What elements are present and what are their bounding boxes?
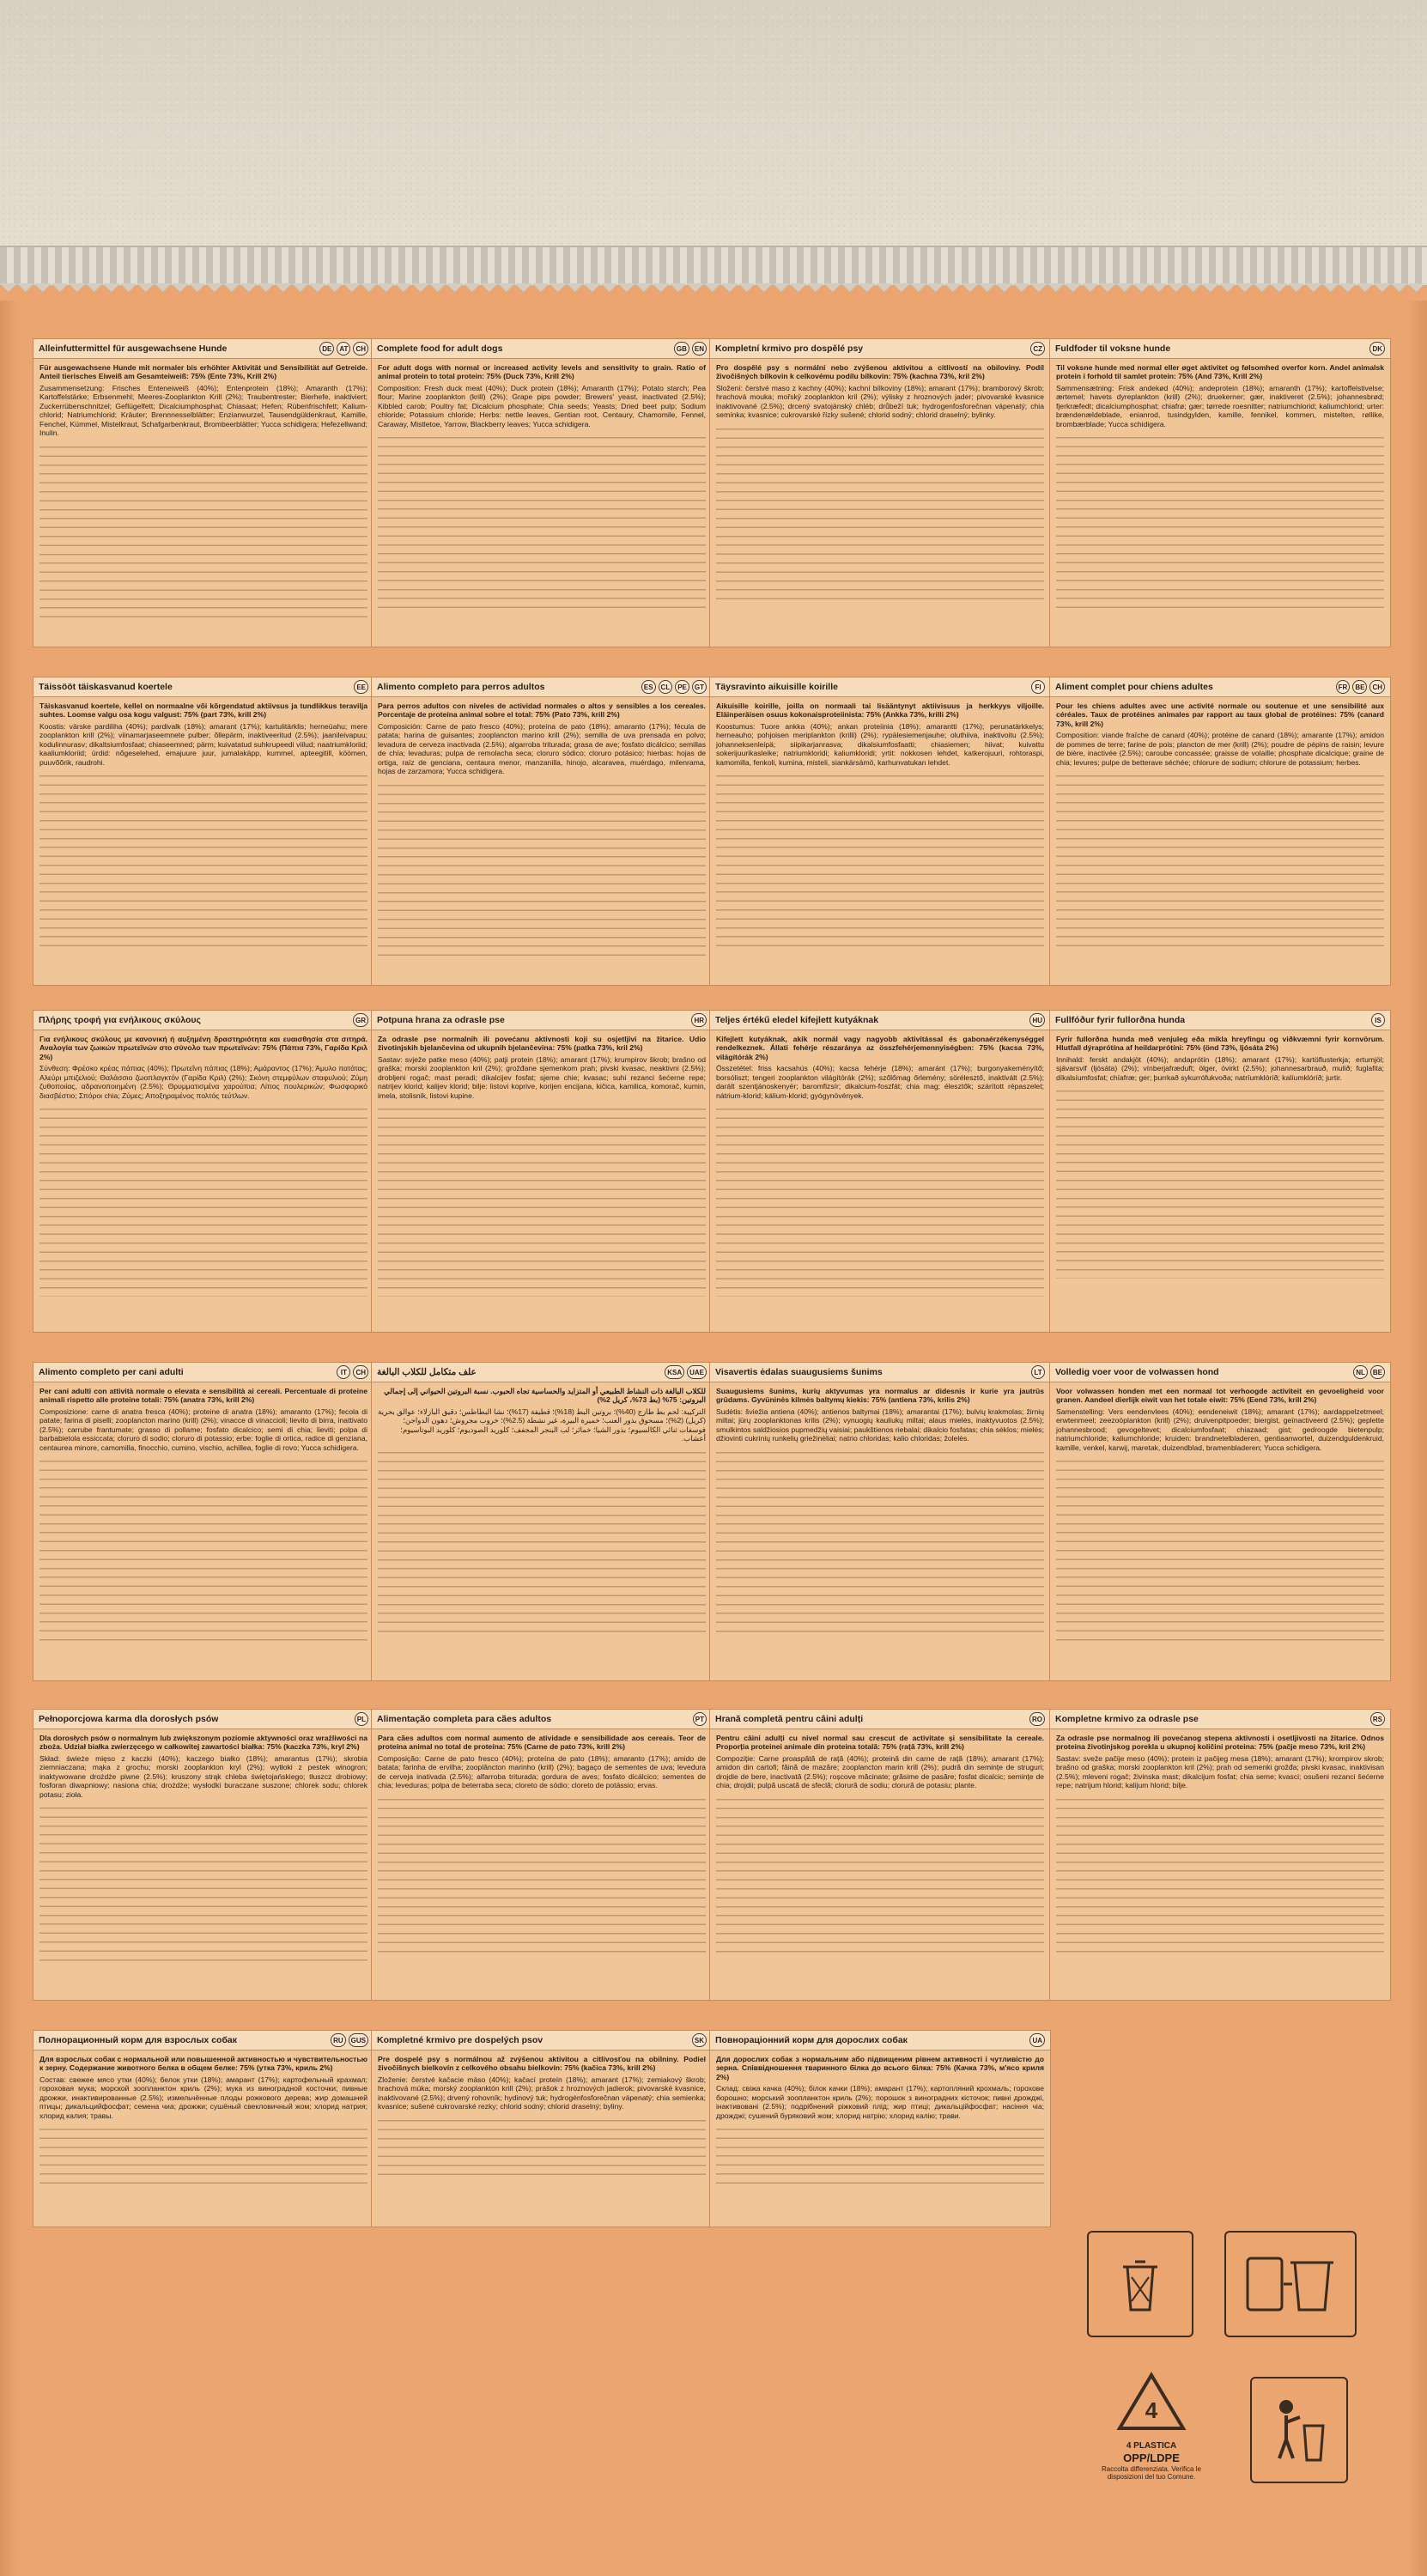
panel-header — [33, 1011, 373, 1030]
label-panel — [371, 1709, 713, 2001]
country-badges — [1029, 1712, 1045, 1726]
panel-fine-print — [1056, 769, 1384, 950]
panel-body — [710, 1729, 1050, 1960]
panel-lead-text: Za odrasle pse normalnih ili povećanu aktivnosti koji su osjetljivi na žitarice. Udio životinjskih bjelančevina od ukupnih bjelančevina: 75% (patka 73%, kril 2%) — [378, 1035, 706, 1053]
panel-title: Kompletne krmivo za odrasle pse — [1055, 1714, 1199, 1724]
panel-fine-print — [716, 1446, 1044, 1637]
panel-title: علف متكامل للكلاب البالغة — [377, 1367, 477, 1377]
panel-composition-text: Σύνθεση: Φρέσκο κρέας πάπιας (40%); Πρωτεΐνη πάπιας (18%); Αμάραντος (17%); Άμυλο πατάτας; Αλεύρι μπιζελιού; Θαλάσσιο ζωοπλαγκτόν (Γαρίδα Κριλ) (2%); Σκόνη στεμφύλων σταφυλιού; Ζύμη ζυθοποιίας, αδρανοποιημένη (2.5%); Θρυμματισμένα χαρούπια; Λίπος πουλερικών; Φωσφορικό διασβέστιο; Σπόροι chia; Ζύμες; Αποξηραμένος πολτός τεύτλων. — [39, 1064, 367, 1100]
panel-composition-text: Composição: Carne de pato fresco (40%); proteína de pato (18%); amaranto (17%); amido de batata; farinha de ervilha; zooplâncton marinho (krill) (2%); bagaço de sementes de uva; levedura de cerveja inativada (2.5%); alfarroba triturada; gordura de aves; fosfato dicálcico; sementes de chia; leveduras; polpa de beterraba seca; cloreto de sódio; cloreto de potássio; ervas. — [378, 1753, 706, 1790]
panel-title: Pełnoporcjowa karma dla dorosłych psów — [39, 1714, 219, 1724]
panel-fine-print — [378, 431, 706, 611]
panel-composition-text: التركيبة: لحم بط طازج (40%)؛ بروتين البط (18%)؛ قطيفة (17%)؛ نشا البطاطس؛ دقيق البازلاء؛ عوالق بحرية (كريل) (2%)؛ مسحوق بذور العنب؛ خميرة البيرة، غير نشطة (2.5%)؛ خروب مجروش؛ دهون الدواجن؛ فوسفات ثنائي الكالسيوم؛ بذور الشيا؛ خمائر؛ لب البنجر المجفف؛ كلوريد الصوديوم؛ كلوريد البوتاسيوم؛ أعشاب. — [378, 1406, 706, 1443]
country-badges — [1353, 1365, 1385, 1379]
country-badge: GUS — [349, 2033, 368, 2047]
recycling-symbols-area — [1053, 2196, 1396, 2540]
bag-heat-seal — [0, 246, 1427, 287]
panel-composition-text: Zloženie: čerstvé kačacie mäso (40%); kačací proteín (18%); amarant (17%); zemiakový škrob; hrachová múka; morský zooplanktón krill (2%); prášok z hroznových jadierok; pivovarské kvasnice, inaktivované (2.5%); drvený rohovník; hydinový tuk; hydrogénfosforečnan vápenatý; chia semienka; kvasnice; sušené cukrovarské rezky; chlorid sodný; chlorid draselný; byliny. — [378, 2075, 706, 2111]
panel-body — [710, 1030, 1050, 1301]
panel-title: Alimento completo para perros adultos — [377, 682, 545, 692]
country-badge: LT — [1031, 1365, 1045, 1379]
label-panel — [33, 1362, 374, 1681]
country-badge: EE — [354, 680, 368, 694]
country-badge: CH — [1369, 680, 1385, 694]
label-panel — [33, 1709, 374, 2001]
panel-body — [33, 1030, 373, 1301]
country-badges — [674, 342, 707, 355]
panel-composition-text: Склад: свіжа качка (40%); білок качки (18%); амарант (17%); картопляний крохмаль; горохове борошно; морський зоопланктон криль (2%); порошок з виноградних кісточок; пивні дрожджі, інактивовані (2.5%); подрібнений ріжковий плід; жир птиці; дикальційфосфат; насіння чіа; дрожджі; сушений буряковий жом; хлорид натрію; хлорид калію; трави. — [716, 2084, 1044, 2120]
panel-body — [1050, 359, 1390, 616]
bag-top-cardboard — [0, 0, 1427, 258]
panel-lead-text: Für ausgewachsene Hunde mit normaler bis erhöhter Aktivität und Sensibilität auf Getreide. Anteil tierisches Eiweiß am Gesamteiweiß: 75% (Ente 73%, Krill 2%) — [39, 363, 367, 381]
panel-fine-print — [716, 1103, 1044, 1297]
panel-composition-text: Composizione: carne di anatra fresca (40%); proteine di anatra (18%); amaranto (17%); fecola di patate; farina di piselli; zooplancton marino (krill) (2%); vinacce di vinaccioli; lievito di birra, inattivato (2.5%); carrube frantumate; grasso di pollame; fosfato dicalcico; semi di chia; lieviti; polpa di barbabietola essiccata; cloruro di sodio; cloruro di potassio; erbe: foglie di ortica, radice di genziana, centaurea minore, camomilla, finocchio, cumino, vischio, achillea, foglie di rovo; Yucca schidigera. — [39, 1406, 367, 1452]
plastic-material: OPP/LDPE — [1123, 2451, 1180, 2464]
panel-title: Kompletní krmivo pro dospělé psy — [715, 343, 864, 354]
plastic-note: Raccolta differenziata. Verifica le disposizioni del tuo Comune. — [1102, 2464, 1201, 2482]
panel-composition-text: Skład: świeże mięso z kaczki (40%); kaczego białko (18%); amarantus (17%); skrobia ziemniaczana; mąka z grochu; morski zooplankton kryl (2%); wytłoki z pestek winogron; inaktywowane drożdże piwne (2.5%); kruszony strąk chleba świętojańskiego; tłuszcz drobiowy; fosforan diwapniowy; nasiona chia; drożdże; wysłodki buraczane suszone; chlorek sodu; chlorek potasu; zioła. — [39, 1753, 367, 1799]
country-badges — [692, 2033, 707, 2047]
country-badges — [355, 1712, 368, 1726]
bag-left-edge — [0, 301, 19, 2576]
label-panel — [1049, 1709, 1391, 2001]
panel-lead-text: Fyrir fullorðna hunda með venjuleg eða mikla hreyfingu og viðkvæmni fyrir kornvörum. Hlutfall dýraprótína af heildarprótíni: 75% (önd 73%, ljósáta 2%) — [1056, 1035, 1384, 1053]
country-badge: GB — [674, 342, 689, 355]
panel-fine-print — [378, 1446, 706, 1637]
panel-composition-text: Compoziție: Carne proaspătă de rață (40%); proteină din carne de rață (18%); amarant (17%); amidon din cartofi; făină de mazăre; zooplancton marin krill (2%); pudră din semințe de struguri; drojdie de bere, inactivată (2.5%); roșcove măcinate; grăsime de pasăre; fosfat dicalcic; semințe de chia; drojdii; pulpă uscată de sfeclă; clorură de sodiu; clorură de potasiu; plante. — [716, 1753, 1044, 1790]
panel-header — [710, 339, 1050, 359]
panel-composition-text: Composition: Fresh duck meat (40%); Duck protein (18%); Amaranth (17%); Potato starch; Pea flour; Marine zooplankton (krill) (2%); Grape pips powder; Brewers' yeast, inactivated (2.5%); Kibbled carob; Poultry fat; Dicalcium phosphate; Chia seeds; Yeasts; Dried beet pulp; Sodium chloride; Potassium chloride; Herbs: nettle leaves, Gentian root, Centaury, Chamomile, Fennel, Caraway, Mistletoe, Yarrow, Blackberry leaves; Yucca schidigera. — [378, 383, 706, 428]
country-badges — [1370, 1712, 1385, 1726]
panel-lead-text: Til voksne hunde med normal eller øget aktivitet og følsomhed overfor korn. Andel animalsk protein i forhold til samlet protein: 75% (And 73%, Krill 2%) — [1056, 363, 1384, 381]
panel-body — [710, 359, 1050, 607]
panel-lead-text: Per cani adulti con attività normale o elevata e sensibilità ai cereali. Percentuale di proteine animali rispetto alle proteine totali: 75% (anatra 73%, krill 2%) — [39, 1387, 367, 1405]
panel-body — [372, 1729, 712, 1960]
country-badge: ES — [641, 680, 656, 694]
panel-body — [1050, 697, 1390, 954]
country-badges — [319, 342, 368, 355]
panel-header — [710, 2031, 1050, 2050]
panel-fine-print — [716, 1793, 1044, 1956]
country-badge: AT — [337, 342, 350, 355]
country-badge: IT — [337, 1365, 350, 1379]
panel-body — [372, 359, 712, 616]
country-badge: FR — [1336, 680, 1351, 694]
label-panel — [709, 338, 1051, 647]
country-badge: UA — [1029, 2033, 1045, 2047]
panel-header — [372, 1710, 712, 1729]
panel-body — [33, 697, 373, 954]
panel-fine-print — [378, 1793, 706, 1956]
country-badges — [1031, 680, 1045, 694]
panel-title: Potpuna hrana za odrasle pse — [377, 1015, 505, 1025]
panel-composition-text: Samenstelling: Vers eendenvlees (40%); eendeneiwit (18%); amarant (17%); aardappelzetmeel; erwtenmeel; zeezoöplankton (krill) (2%); druivenpitpoeder; biergist, geïnactiveerd (2.5%); geplette johannesbrood; gevogeltevet; dicalciumfosfaat; chiazaad; gist; gedroogde bietenpulp; natriumchloride; kaliumchloride; kruiden: brandnetelbladeren, gentiaanwortel, duizendguldenkruid, kamille, venkel, karwij, maretak, duizendblad, bramenbladeren; Yucca schidigera. — [1056, 1406, 1384, 1452]
panel-header — [710, 1710, 1050, 1729]
panel-lead-text: For adult dogs with normal or increased activity levels and sensitivity to grain. Ratio of animal protein to total protein: 75% (Duck 73%, Krill 2%) — [378, 363, 706, 381]
panel-header — [1050, 1710, 1390, 1729]
panel-header — [372, 1363, 712, 1382]
label-panel — [709, 677, 1051, 986]
country-badge: NL — [1353, 1365, 1368, 1379]
panel-title: Alimentação completa para cães adultos — [377, 1714, 552, 1724]
panel-composition-text: Složení: čerstvé maso z kachny (40%); kachní bílkoviny (18%); amarant (17%); bramborový škrob; hrachová mouka; mořský zooplankton kril (2%); výlisky z hroznových jader; pivovarské kvasnice inaktivované (2.5%); drcený svatojánský chléb; drůbeží tuk; hydrogenfosforečnan vápenatý; chia semínka; kvasnice; cukrovarské řízky sušené; chlorid sodný; chlorid draselný; bylinky. — [716, 383, 1044, 420]
panel-lead-text: Aikuisille koirille, joilla on normaali tai lisääntynyt aktiivisuus ja herkkyys viljoille. Eläinperäisen osuus kokonaisproteiinista: 75% (Ankka 73%, krilli 2%) — [716, 702, 1044, 720]
country-badge: BE — [1352, 680, 1367, 694]
country-badge: HR — [691, 1013, 707, 1027]
panel-header — [372, 677, 712, 697]
panel-composition-text: Koostis: värske pardiliha (40%); pardivalk (18%); amarant (17%); kartulitärklis; herneüahu; mere zooplankton krill (2%); viinamarjaseemnete pulber; õllepärm, inaktiveeritud (2.5%); jaanileivapuu; kodulinnurasv; dikaltsiumfosfaat; chiaseemned; pärm; kuivatatud suhkrupeedi viilud; naatriumkloriid; kaaliumkloriid; ürdid: nõgeselehed, emajuure juur, jumalakäpp, kummel, apteegitill, köömen, puuvõõrik, raudrohi. — [39, 721, 367, 767]
panel-fine-print — [39, 769, 367, 950]
panel-header — [1050, 339, 1390, 359]
label-panel — [371, 338, 713, 647]
panel-lead-text: للكلاب البالغة ذات النشاط الطبيعي أو المتزايد والحساسية تجاه الحبوب. نسبة البروتين الحيواني إلى إجمالي البروتين: 75% (بط 73%، كريل 2%) — [384, 1387, 706, 1405]
panel-title: Teljes értékű eledel kifejlett kutyáknak — [715, 1015, 879, 1025]
panel-fine-print — [378, 2114, 706, 2183]
panel-fine-print — [1056, 1084, 1384, 1279]
panel-body — [372, 1382, 712, 1641]
panel-header — [372, 2031, 712, 2050]
bag-seal-edge — [0, 283, 1427, 301]
panel-title: Täysravinto aikuisille koirille — [715, 682, 838, 692]
panel-header — [710, 677, 1050, 697]
label-panel — [371, 677, 713, 986]
label-panel — [33, 1010, 374, 1333]
label-panel — [371, 1010, 713, 1333]
label-panel — [371, 1362, 713, 1681]
panel-composition-text: Koostumus: Tuore ankka (40%); ankan proteiinia (18%); amarantti (17%); perunatärkkelys; herneauho; pohjoisen meriplankton (krilli) (2%); rypälesiemenjauhe; oluthiiva, inaktivoitu (2.5%); johanneksenleipä; siipikarjanrasva; dikalsiumfosfaatti; chiasiemen; hiivat; kuivattu sokerijuurikasleike; natriumkloridi; kaliumkloridi; yrtit: nokkosen lehdet, katkerojuuri, rohtoraspi, kamomilla, fenkoli, kumina, misteli, siankärsämö, karhunvatukan lehdet. — [716, 721, 1044, 767]
country-badge: CH — [353, 342, 368, 355]
panel-fine-print — [1056, 1793, 1384, 1956]
panel-fine-print — [39, 440, 367, 621]
country-badges — [1029, 1013, 1045, 1027]
country-badges — [1371, 1013, 1385, 1027]
panel-fine-print — [39, 1801, 367, 1965]
country-badge: SK — [692, 2033, 707, 2047]
label-panel — [33, 2030, 374, 2227]
label-panel — [1049, 1010, 1391, 1333]
label-panel — [709, 1709, 1051, 2001]
recycle-triangle-icon — [1113, 2368, 1190, 2437]
panel-composition-text: Sammensætning: Frisk andekød (40%); andeprotein (18%); amaranth (17%); kartoffelstivelse; ærtemel; havets dyreplankton (krill) (2%); druekerner; gær, inaktiveret (2.5%); johannesbrød; fjerkræfedt; dicalciumphosphat; chiafrø; gær; tørrede roesnitter; natriumchlorid; kaliumchlorid; urter: brændenældeblade, enianrod, tusindgylden, kamille, fennikel, kommen, mistelten, røllike, brombærblade; Yucca schidigera. — [1056, 383, 1384, 428]
country-badge: PE — [675, 680, 689, 694]
panel-fine-print — [1056, 431, 1384, 611]
panel-composition-text: Composition: viande fraîche de canard (40%); protéine de canard (18%); amarante (17%); amidon de pommes de terre; farine de pois; plancton de mer (krill) (2%); poudre de pépins de raisin; levure de bière, inactivée (2.5%); caroube concassée; graisse de volaille; phosphate dicalcique; graine de chia; levures; pulpe de betterave séchée; chlorure de sodium; chlorure de potassium; herbes. — [1056, 731, 1384, 767]
country-badge: EN — [692, 342, 707, 355]
panel-body — [33, 359, 373, 625]
panel-title: Fullfóður fyrir fullorðna hunda — [1055, 1015, 1186, 1025]
country-badge: RU — [331, 2033, 346, 2047]
panel-header — [33, 677, 373, 697]
plastic-recycling-mark — [1087, 2368, 1216, 2523]
svg-text:4: 4 — [1145, 2397, 1158, 2423]
panel-title: Complete food for adult dogs — [377, 343, 503, 354]
panel-title: Полнорационный корм для взрослых собак — [39, 2035, 238, 2045]
disposal-person-icon — [1250, 2377, 1348, 2483]
country-badges — [331, 2033, 368, 2047]
country-badges — [353, 1013, 368, 1027]
country-badge: HU — [1029, 1013, 1045, 1027]
panel-lead-text: Για ενήλικους σκύλους με κανονική ή αυξημένη δραστηριότητα και ευαισθησία στα σιτηρά. Αναλογία των ζωικών πρωτεϊνών στο σύνολο των πρωτεϊνών: 75% (Πάπια 73%, Γαρίδα Κριλ 2%) — [39, 1035, 367, 1061]
panel-lead-text: Для дорослих собак з нормальним або підвищеним рівнем активності і чутливістю до зерна. Співвідношення тваринного білка до всього білка: 75% (Качка 73%, м'ясо криля 2%) — [716, 2055, 1044, 2081]
panel-fine-print — [39, 2123, 367, 2191]
country-badges — [691, 1013, 707, 1027]
country-badge: FI — [1031, 680, 1045, 694]
panel-composition-text: Innihald: ferskt andakjöt (40%); andaprótín (18%); amarant (17%); kartöflusterkja; ertumjöl; sjávarsvif (ljósáta) (2%); vínberjafræduft; ölger, óvirkt (2.5%); johannesarbrauð, mulið; fuglafita; díkalsíumfosfat; chíafræ; ger; þurrkað sykurrófukvoða; natríumklóríð; kalíumklóríð; jurtir. — [1056, 1054, 1384, 1082]
panel-composition-text: Composición: Carne de pato fresco (40%); proteína de pato (18%); amaranto (17%); fécula de patata; harina de guisantes; zooplancton marino krill (2%); semilla de uva prensada en polvo; levadura de cerveza inactivada (2.5%); algarroba triturada; grasa de ave; fosfato dicálcico; semillas de chía; levaduras; pulpa de remolacha seca; cloruro sódico; cloruro potásico; hierbas: hojas de ortiga, raíz de genciana, centaura menor, manzanilla, hinojo, alcaravea, muérdago, milenrama, hojas de zarzamora; Yucca schidigera. — [378, 721, 706, 776]
panel-header — [710, 1011, 1050, 1030]
label-panel — [371, 2030, 713, 2227]
panel-composition-text: Sastav: svježe patke meso (40%); patji protein (18%); amarant (17%); krumpirov škrob; brašno od graška; morski zooplankton kril (2%); grožđane sjemenkom prah; pivski kvasac, neaktivni (2.5%); drobljeni rogač; mast peradi; dikalcijev fosfat; sjeme chie; kvasac; suhi rezanci šećerne repe; natrijev klorid; kalijev klorid; bilje: listovi koprive, korijen encijana, kičica, kamilica, komorač, kumin, imela, stolisnik, listovi kupine. — [378, 1054, 706, 1100]
country-badges — [1030, 342, 1045, 355]
panel-lead-text: Pre dospelé psy s normálnou až zvýšenou aktivitou a citlivosťou na obilniny. Podiel živočíšnych bielkovín z celkového obsahu bielkovín: 75% (kačica 73%, krill 2%) — [378, 2055, 706, 2073]
panel-fine-print — [716, 2123, 1044, 2191]
label-panel — [709, 1010, 1051, 1333]
bag-right-edge — [1408, 301, 1427, 2576]
panel-body — [710, 1382, 1050, 1641]
panel-lead-text: Pour les chiens adultes avec une activité normale ou soutenue et une sensibilité aux céréales. Taux de protéines animales par rapport au taux global de protéines: 75% (canard 73%, krill 2%) — [1056, 702, 1384, 728]
panel-header — [1050, 677, 1390, 697]
panel-title: Alleinfuttermittel für ausgewachsene Hunde — [39, 343, 228, 354]
country-badge: RO — [1029, 1712, 1045, 1726]
country-badge: CL — [659, 680, 673, 694]
panel-header — [33, 339, 373, 359]
panel-title: Hrană completă pentru câini adulți — [715, 1714, 864, 1724]
panel-header — [33, 1363, 373, 1382]
panel-header — [1050, 1363, 1390, 1382]
panel-fine-print — [1056, 1455, 1384, 1645]
country-badges — [665, 1365, 707, 1379]
country-badges — [1369, 342, 1385, 355]
label-panel — [1049, 338, 1391, 647]
panel-lead-text: Täiskasvanud koertele, kellel on normaalne või kõrgendatud aktiivsus ja tundlikkus teravilja suhtes. Loomse valgu osa kogu valgust: 75% (part 73%, krill 2%) — [39, 702, 367, 720]
label-panel — [33, 338, 374, 647]
panel-header — [372, 339, 712, 359]
label-panel — [1049, 677, 1391, 986]
panel-header — [33, 2031, 373, 2050]
label-panel — [33, 677, 374, 986]
panel-body — [33, 2050, 373, 2196]
country-badges — [337, 1365, 368, 1379]
panel-composition-text: Összetétel: friss kacsahús (40%); kacsa fehérje (18%); amaránt (17%); burgonyakeményítő; borsóliszt; tengeri zooplankton világítórák (2%); szőlőmag őrlemény; sörélesztő, inaktivált (2.5%); darált szentjánoskenyér; baromfizsír; dikalcium-foszfát; chia mag; élesztők; szárított répaszelet; nátrium-klorid; kálium-klorid; gyógynövények. — [716, 1064, 1044, 1100]
panel-title: Повнораціонний корм для дорослих собак — [715, 2035, 908, 2045]
panel-title: Aliment complet pour chiens adultes — [1055, 682, 1213, 692]
panel-composition-text: Sastav: sveže pačije meso (40%); protein iz pačijeg mesa (18%); amarant (17%); krompirov skrob; brašno od graška; morski zooplankton kril (2%); prah od semenki grožđa; pivski kvasac, inaktivisan (2.5%); mleveni rogač; živinska mast; dikalcijum fosfat; chia seme; kvasci; osušeni rezanci šećerne repe; natrijum hlorid; kalijum hlorid; bilje. — [1056, 1753, 1384, 1790]
panel-lead-text: Pentru câini adulți cu nivel normal sau crescut de activitate și sensibilitate la cereale. Proporția proteinei animale din proteina totală: 75% (rață 73%, krill 2%) — [716, 1734, 1044, 1752]
country-badge: GT — [692, 680, 707, 694]
country-badge: RS — [1370, 1712, 1385, 1726]
panel-lead-text: Kifejlett kutyáknak, akik normál vagy nagyobb aktivitással és gabonaérzékenységgel rendelkeznek. Állati fehérje részaránya az összfehérjemennyiségben: 75% (kacsa 73%, világítórák 2%) — [716, 1035, 1044, 1061]
country-badge: CH — [353, 1365, 368, 1379]
panel-body — [1050, 1729, 1390, 1960]
bag-top-texture — [0, 0, 1427, 258]
country-badges — [354, 680, 368, 694]
panel-composition-text: Sudėtis: šviežia antiena (40%); antienos baltymai (18%); amarantai (17%); bulvių krakmolas; žirnių miltai; jūrų zooplanktonas krilis (2%); vynuogių kauliukų miltai; alaus mielės, inaktyvuotos (2.5%); smulkintos saldžiosios pupmedžių vaisiai; paukštienos riebalai; dikalcio fosfatas; chia sėklos; mielės; džiovinti cukrinių runkelių griežinėliai; natrio chloridas; kalio chloridas; žolelės. — [716, 1406, 1044, 1443]
panel-lead-text: Suaugusiems šunims, kurių aktyvumas yra normalus ar didesnis ir kurie yra jautrūs grūdams. Gyvūninės kilmės baltymų kiekis: 75% (antiena 73%, krilis 2%) — [716, 1387, 1044, 1405]
panel-header — [710, 1363, 1050, 1382]
panel-title: Volledig voer voor de volwassen hond — [1055, 1367, 1219, 1377]
panel-title: Täissööt täiskasvanud koertele — [39, 682, 173, 692]
label-panel — [709, 1362, 1051, 1681]
country-badges — [1029, 2033, 1045, 2047]
panel-body — [1050, 1030, 1390, 1283]
country-badge: PT — [693, 1712, 707, 1726]
panel-body — [1050, 1382, 1390, 1649]
panel-body — [372, 1030, 712, 1301]
panel-body — [33, 1729, 373, 1969]
panel-body — [372, 697, 712, 963]
panel-fine-print — [378, 779, 706, 959]
panel-lead-text: Voor volwassen honden met een normaal tot verhoogde activiteit en gevoeligheid voor granen. Aandeel dierlijk eiwit van het totale eiwit: 75% (Eend 73%, krill 2%) — [1056, 1387, 1384, 1405]
bag-and-bin-icon — [1224, 2231, 1357, 2337]
panel-lead-text: Para perros adultos con niveles de actividad normales o altos y sensibles a los cereales. Porcentaje de proteína animal sobre el total: 75% (Pato 73%, krill 2%) — [378, 702, 706, 720]
panel-header — [372, 1011, 712, 1030]
panel-fine-print — [39, 1103, 367, 1297]
panel-fine-print — [716, 422, 1044, 603]
panel-body — [33, 1382, 373, 1649]
panel-header — [33, 1710, 373, 1729]
country-badges — [1031, 1365, 1045, 1379]
panel-composition-text: Состав: свежее мясо утки (40%); белок утки (18%); амарант (17%); картофельный крахмал; гороховая мука; морской зоопланктон криль (2%); мука из виноградной косточки; пивные дрожжи, инактивированные (2.5%); измельчённые плоды рожкового дерева; жир домашней птицы; дикальцийфосфат; семена чиа; дрожжи; сушёный свекловичный жом; хлорид натрия; хлорид калия; травы. — [39, 2075, 367, 2120]
panel-fine-print — [378, 1103, 706, 1297]
panel-composition-text: Zusammensetzung: Frisches Enteneiweiß (40%); Entenprotein (18%); Amaranth (17%); Kartoffelstärke; Erbsenmehl; Meeres-Zooplankton Krill (2%); Traubentrester; Bierhefe, inaktiviert; Zuckerrübenschnitzel; Geflügelfett; Dicalciumphosphat; Chiasaat; Hefen; Rübenfrischfett; Kalium-chlorid; Natriumchlorid; Kräuter; Brennnesselblätter; Enzianwurzel, Tausendgüldenkraut, Kamille, Fenchel, Kümmel, Mistelkraut, Schafgarbenkraut, Brombeerblätter; Yucca schidigera; Hefezellwand; Inulin. — [39, 383, 367, 438]
panel-body — [372, 2050, 712, 2187]
panel-title: Visavertis ėdalas suaugusiems šunims — [715, 1367, 883, 1377]
panel-title: Kompletné krmivo pre dospelých psov — [377, 2035, 543, 2045]
country-badge: DE — [319, 342, 334, 355]
panel-lead-text: Za odrasle pse normalnog ili povećanog stepena aktivnosti i osetljivosti na žitarice. Odnos proteina životinjskog porekla u ukupnoj količini proteina: 75% (pačje meso 73%, kril 2%) — [1056, 1734, 1384, 1752]
panel-fine-print — [39, 1455, 367, 1645]
panel-lead-text: Pro dospělé psy s normální nebo zvýšenou aktivitou a citlivostí na obiloviny. Podíl živočišných bílkovin k celkovému podílu bílkovin: 75% (kachna 73%, kril 2%) — [716, 363, 1044, 381]
country-badge: IS — [1371, 1013, 1385, 1027]
country-badges — [641, 680, 707, 694]
country-badge: GR — [353, 1013, 368, 1027]
country-badge: CZ — [1030, 342, 1045, 355]
country-badges — [1336, 680, 1385, 694]
label-panel — [1049, 1362, 1391, 1681]
panel-body — [710, 2050, 1050, 2196]
panel-lead-text: Для взрослых собак с нормальной или повышенной активностью и чувствительностью к зерну. Содержание животного белка в общем белке: 75% (утка 73%, криль 2%) — [39, 2055, 367, 2073]
country-badge: BE — [1370, 1365, 1385, 1379]
panel-lead-text: Para cães adultos com normal aumento de atividade e sensibilidade aos cereais. Teor de proteína animal no total de proteína: 75% (Carne de pato 73%, krill 2%) — [378, 1734, 706, 1752]
panel-fine-print — [716, 769, 1044, 950]
panel-title: Alimento completo per cani adulti — [39, 1367, 184, 1377]
panel-title: Fuldfoder til voksne hunde — [1055, 343, 1171, 354]
country-badge: PL — [355, 1712, 368, 1726]
label-panel — [709, 2030, 1051, 2227]
country-badge: DK — [1369, 342, 1385, 355]
country-badges — [693, 1712, 707, 1726]
panel-body — [710, 697, 1050, 954]
plastic-code: 4 PLASTICA — [1126, 2441, 1177, 2451]
recycle-bin-icon — [1087, 2231, 1193, 2337]
panel-title: Πλήρης τροφή για ενήλικους σκύλους — [39, 1015, 201, 1025]
country-badge: KSA — [665, 1365, 684, 1379]
panel-lead-text: Dla dorosłych psów o normalnym lub zwiększonym poziomie aktywności oraz wrażliwości na zboża. Udział białka zwierzęcego w całkowitej zawartości białka: 75% (kaczka 73%, kryl 2%) — [39, 1734, 367, 1752]
country-badge: UAE — [687, 1365, 707, 1379]
panel-header — [1050, 1011, 1390, 1030]
